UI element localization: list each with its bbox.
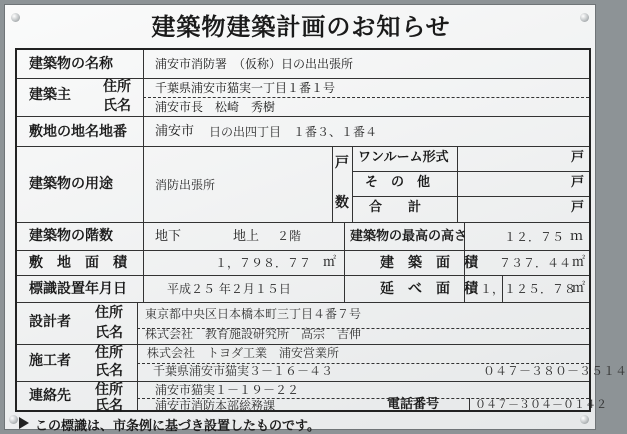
floors-label: 建築物の階数 xyxy=(29,228,113,244)
rivet xyxy=(580,13,589,22)
contact-address: 浦安市猫実１－１９－２２ xyxy=(155,383,300,397)
floor-area-value: １，１２５．７８ xyxy=(480,282,577,296)
builder-name: 株式会社 トヨダ工業 浦安営業所 xyxy=(147,346,340,360)
unit-suffix: 戸 xyxy=(571,175,585,190)
site-lot-numbers: 日の出四丁目 １番３、１番４ xyxy=(209,125,378,139)
info-table xyxy=(15,48,627,414)
contact-address-label: 住所 xyxy=(95,382,123,398)
sqm-unit: ㎡ xyxy=(323,255,337,270)
contact-name-label: 氏名 xyxy=(95,398,123,414)
building-name-value: 浦安市消防署 （仮称）日の出出張所 xyxy=(155,57,354,71)
building-area-label: 建 築 面 積 xyxy=(380,255,478,271)
max-height-value: １２．７５ xyxy=(504,230,565,244)
site-city: 浦安市 xyxy=(155,124,195,139)
builder-address-label: 住所 xyxy=(95,345,123,361)
building-use-label: 建築物の用途 xyxy=(29,176,113,192)
sign-date-label: 標識設置年月日 xyxy=(29,281,127,297)
sqm-unit: ㎡ xyxy=(572,281,586,296)
building-use-value: 消防出張所 xyxy=(155,178,216,192)
builder-address: 千葉県浦安市猫実３－１６－４３ xyxy=(153,364,334,378)
oneroom-label: ワンルーム形式 xyxy=(358,150,449,165)
rivet xyxy=(11,13,20,22)
building-area-value: ７３７．４４ xyxy=(499,256,572,270)
building-name-label: 建築物の名称 xyxy=(29,56,113,72)
max-height-label: 建築物の最高の高さ xyxy=(350,229,468,244)
rivet xyxy=(9,415,18,424)
other-units-label: そ の 他 xyxy=(365,175,431,190)
basement-label: 地下 xyxy=(155,229,182,244)
site-location-label: 敷地の地名地番 xyxy=(29,124,127,140)
total-units-label: 合 計 xyxy=(369,200,422,215)
site-area-value: １，７９８．７７ xyxy=(215,256,312,270)
owner-address: 千葉県浦安市猫実一丁目１番１号 xyxy=(155,81,336,95)
unit-suffix: 戸 xyxy=(571,200,585,215)
builder-label: 施工者 xyxy=(29,353,71,369)
above-ground-value: ２階 xyxy=(277,229,302,243)
phone-label: 電話番号 xyxy=(387,397,440,412)
designer-name: 株式会社 教育施設研究所 高宗 吉伸 xyxy=(145,327,362,341)
units-label-top: 戸 xyxy=(335,155,349,171)
notice-board xyxy=(4,4,627,434)
designer-label: 設計者 xyxy=(29,314,71,330)
owner-name: 浦安市長 松崎 秀樹 xyxy=(155,100,276,114)
builder-phone: ０４７－３８０－３５１４ xyxy=(483,364,627,378)
designer-address: 東京都中央区日本橋本町三丁目４番７号 xyxy=(145,307,362,321)
notice-title: 建築物建築計画のお知らせ xyxy=(151,13,451,41)
footer-note: この標識は、市条例に基づき設置したものです。 xyxy=(35,419,320,434)
unit-suffix: 戸 xyxy=(571,150,585,165)
owner-label: 建築主 xyxy=(29,87,71,103)
owner-name-label: 氏名 xyxy=(103,98,131,114)
builder-name-label: 氏名 xyxy=(95,363,123,379)
designer-address-label: 住所 xyxy=(95,305,123,321)
meter-unit: ｍ xyxy=(570,229,584,244)
contact-phone: ０４７－３０４－０１４２ xyxy=(475,398,607,411)
units-label-bottom: 数 xyxy=(335,195,349,211)
contact-name: 浦安市消防本部総務課 xyxy=(155,399,276,413)
sqm-unit: ㎡ xyxy=(572,255,586,270)
rivet xyxy=(580,415,589,424)
contact-label: 連絡先 xyxy=(29,388,71,404)
owner-address-label: 住所 xyxy=(103,79,131,95)
site-area-label: 敷 地 面 積 xyxy=(29,255,127,271)
designer-name-label: 氏名 xyxy=(95,325,123,341)
above-ground-label: 地上 xyxy=(233,229,260,244)
floor-area-label: 延 べ 面 積 xyxy=(380,281,478,297)
pointer-arrow-icon xyxy=(19,417,29,429)
sign-date-value: 平成２５ 年２月１５日 xyxy=(167,282,291,296)
